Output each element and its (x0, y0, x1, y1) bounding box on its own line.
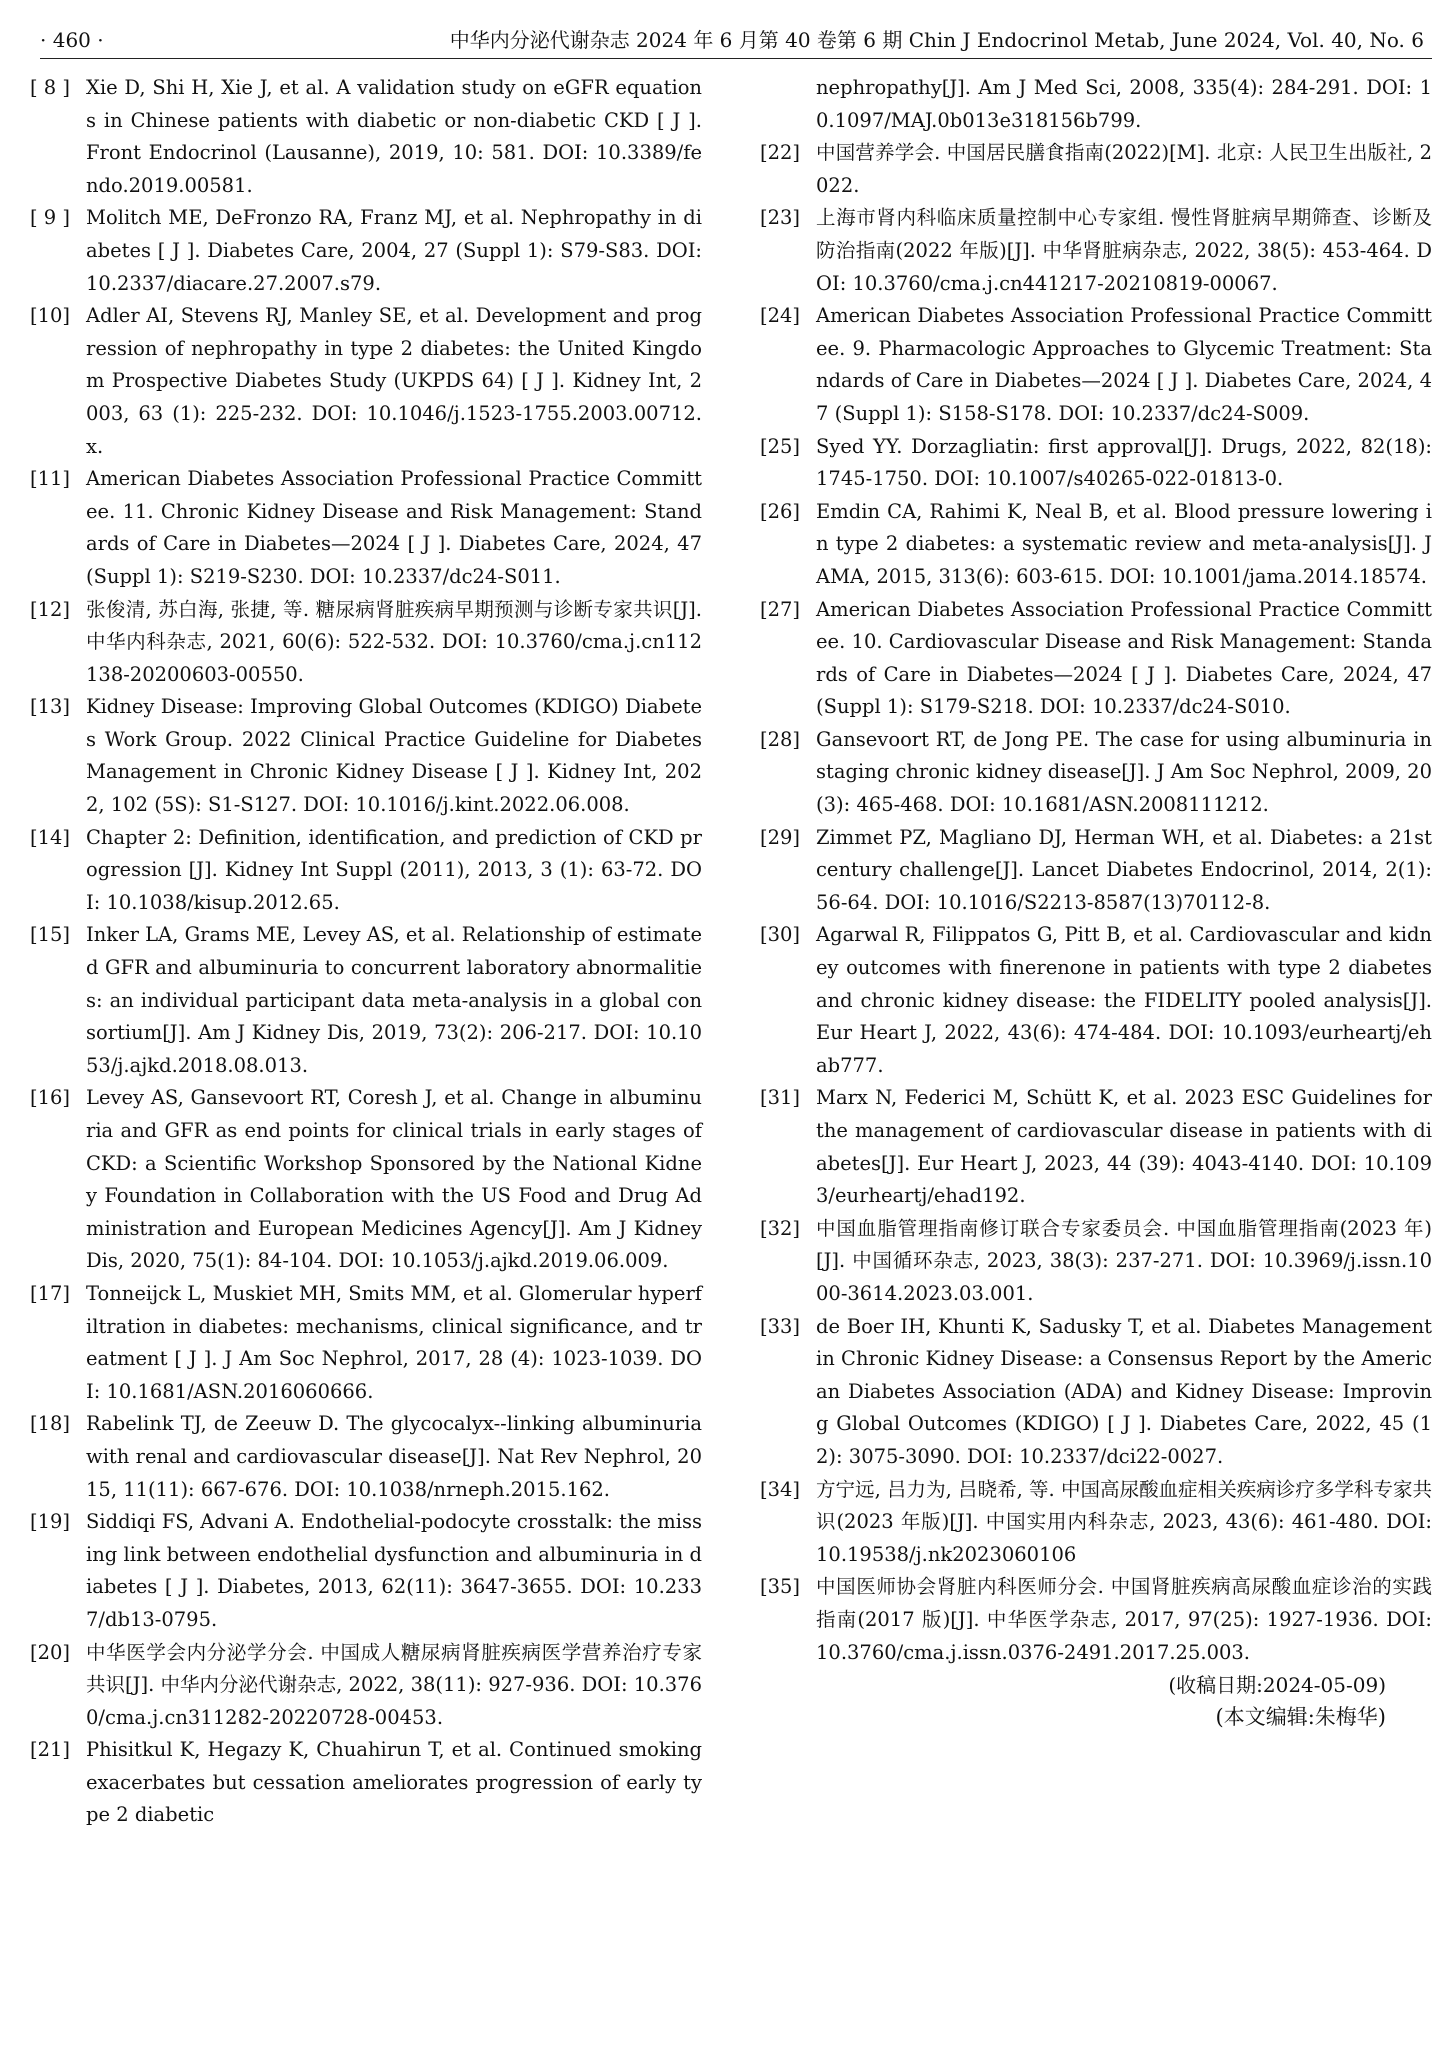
reference-entry (760, 1311, 1432, 1474)
reference-entry (30, 300, 702, 463)
reference-number: [26] (760, 499, 801, 523)
reference-entry (30, 691, 702, 821)
reference-entry (760, 202, 1432, 300)
reference-text: American Diabetes Association Professional Practice Committee. 11. Chronic Kidney Disease and Risk Management: Standards of Care in Diabetes—2024 [ J ]. Diabetes Care, 2024, 47 (Suppl 1): S219-S230. DOI: 10.2337/dc24-S011. (86, 467, 702, 588)
reference-number: [31] (760, 1086, 801, 1110)
reference-number: [30] (760, 923, 801, 947)
received-date: (收稿日期:2024-05-09) (1168, 1673, 1386, 1698)
reference-entry (30, 919, 702, 1082)
reference-number: [27] (760, 597, 801, 621)
reference-number: [16] (30, 1086, 71, 1110)
reference-text: Adler AI, Stevens RJ, Manley SE, et al. Development and progression of nephropathy in type 2 diabetes: the United Kingdom Prospective Diabetes Study (UKPDS 64) [ J ]. Kidney Int, 2003, 63 (1): 225-232. DOI: 10.1046/j.1523-1755.2003.00712.x. (86, 304, 702, 458)
reference-entry (760, 300, 1432, 430)
reference-text: 中华医学会内分泌学分会. 中国成人糖尿病肾脏疾病医学营养治疗专家共识[J]. 中华内分泌代谢杂志, 2022, 38(11): 927-936. DOI: 10.3760/cma.j.cn311282-20220728-00453. (86, 1640, 702, 1729)
reference-entry (30, 202, 702, 300)
reference-entry (30, 594, 702, 692)
reference-entry (30, 1637, 702, 1735)
reference-text: Marx N, Federici M, Schütt K, et al. 2023 ESC Guidelines for the management of cardiovascular disease in patients with diabetes[J]. Eur Heart J, 2023, 44 (39): 4043-4140. DOI: 10.1093/eurheartj/ehad192. (816, 1086, 1432, 1208)
reference-number: [35] (760, 1575, 801, 1599)
reference-text: Gansevoort RT, de Jong PE. The case for using albuminuria in staging chronic kidney disease[J]. J Am Soc Nephrol, 2009, 20(3): 465-468. DOI: 10.1681/ASN.2008111212. (816, 727, 1432, 817)
reference-number: [12] (30, 597, 71, 621)
reference-text: 中国血脂管理指南修订联合专家委员会. 中国血脂管理指南(2023 年)[J]. 中国循环杂志, 2023, 38(3): 237-271. DOI: 10.3969/j.issn.1000-3614.2023.03.001. (816, 1216, 1432, 1305)
reference-number: [32] (760, 1216, 801, 1240)
reference-entry (760, 822, 1432, 920)
reference-text: nephropathy[J]. Am J Med Sci, 2008, 335(4): 284-291. DOI: 10.1097/MAJ.0b013e318156b799. (816, 76, 1432, 132)
reference-text: American Diabetes Association Professional Practice Committee. 9. Pharmacologic Approaches to Glycemic Treatment: Standards of Care in Diabetes—2024 [ J ]. Diabetes Care, 2024, 47 (Suppl 1): S158-S178. DOI: 10.2337/dc24-S009. (816, 304, 1432, 425)
reference-number: [22] (760, 141, 801, 165)
reference-text: 方宁远, 吕力为, 吕晓希, 等. 中国高尿酸血症相关疾病诊疗多学科专家共识(2023 年版)[J]. 中国实用内科杂志, 2023, 43(6): 461-480. DOI: 10.19538/j.nk2023060106 (816, 1477, 1432, 1566)
reference-text: 中国营养学会. 中国居民膳食指南(2022)[M]. 北京: 人民卫生出版社, 2022. (816, 141, 1432, 197)
reference-text: Zimmet PZ, Magliano DJ, Herman WH, et al. Diabetes: a 21st century challenge[J]. Lancet Diabetes Endocrinol, 2014, 2(1): 56-64. DOI: 10.1016/S2213-8587(13)70112-8. (816, 825, 1432, 914)
page-number: · 460 · (40, 28, 104, 52)
reference-entry (30, 822, 702, 920)
reference-number: [28] (760, 727, 801, 751)
reference-entry (30, 1408, 702, 1506)
reference-number: [10] (30, 304, 71, 328)
reference-text: Syed YY. Dorzagliatin: first approval[J]. Drugs, 2022, 82(18): 1745-1750. DOI: 10.1007/s40265-022-01813-0. (816, 434, 1432, 491)
reference-entry (30, 1506, 702, 1636)
reference-entry (760, 1571, 1432, 1669)
reference-text: Kidney Disease: Improving Global Outcomes (KDIGO) Diabetes Work Group. 2022 Clinical Practice Guideline for Diabetes Management in Chronic Kidney Disease [ J ]. Kidney Int, 2022, 102 (5S): S1-S127. DOI: 10.1016/j.kint.2022.06.008. (86, 695, 702, 817)
reference-text: Levey AS, Gansevoort RT, Coresh J, et al. Change in albuminuria and GFR as end points for clinical trials in early stages of CKD: a Scientific Workshop Sponsored by the National Kidney Foundation in Collaboration with the US Food and Drug Administration and European Medicines Agency[J]. Am J Kidney Dis, 2020, 75(1): 84-104. DOI: 10.1053/j.ajkd.2019.06.009. (86, 1086, 702, 1273)
reference-number: [ 9 ] (30, 206, 71, 230)
reference-entry (760, 496, 1432, 594)
reference-text: American Diabetes Association Professional Practice Committee. 10. Cardiovascular Disease and Risk Management: Standards of Care in Diabetes—2024 [ J ]. Diabetes Care, 2024, 47 (Suppl 1): S179-S218. DOI: 10.2337/dc24-S010. (816, 597, 1432, 719)
reference-number: [17] (30, 1281, 71, 1305)
reference-text: Molitch ME, DeFronzo RA, Franz MJ, et al. Nephropathy in diabetes [ J ]. Diabetes Care, 2004, 27 (Suppl 1): S79-S83. DOI: 10.2337/diacare.27.2007.s79. (86, 206, 702, 295)
editor-note: (本文编辑:朱梅华) (1215, 1705, 1386, 1730)
reference-entry (760, 1082, 1432, 1212)
reference-text: 中国医师协会肾脏内科医师分会. 中国肾脏疾病高尿酸血症诊治的实践指南(2017 版)[J]. 中华医学杂志, 2017, 97(25): 1927-1936. DOI: 10.3760/cma.j.issn.0376-2491.2017.25.003. (816, 1575, 1432, 1664)
reference-number: [33] (760, 1314, 801, 1338)
reference-entry (760, 72, 1432, 137)
reference-text: 张俊清, 苏白海, 张捷, 等. 糖尿病肾脏疾病早期预测与诊断专家共识[J]. 中华内科杂志, 2021, 60(6): 522-532. DOI: 10.3760/cma.j.cn112138-20200603-00550. (86, 597, 702, 686)
reference-number: [15] (30, 923, 71, 947)
reference-entry (30, 72, 702, 202)
reference-entry (760, 594, 1432, 724)
right-column (760, 72, 1432, 1733)
reference-entry (760, 724, 1432, 822)
reference-entry (30, 463, 702, 593)
reference-number: [13] (30, 695, 71, 719)
reference-entry (30, 1278, 702, 1408)
reference-number: [18] (30, 1412, 71, 1436)
reference-entry (760, 919, 1432, 1082)
reference-text: Chapter 2: Definition, identification, and prediction of CKD progression [J]. Kidney Int Suppl (2011), 2013, 3 (1): 63-72. DOI: 10.1038/kisup.2012.65. (86, 825, 702, 914)
reference-entry (30, 1082, 702, 1278)
reference-number: [34] (760, 1477, 801, 1501)
reference-text: Tonneijck L, Muskiet MH, Smits MM, et al. Glomerular hyperfiltration in diabetes: mechanisms, clinical significance, and treatment [ J ]. J Am Soc Nephrol, 2017, 28 (4): 1023-1039. DOI: 10.1681/ASN.2016060666. (86, 1281, 702, 1403)
reference-number: [14] (30, 825, 71, 849)
reference-number: [19] (30, 1510, 71, 1534)
reference-text: de Boer IH, Khunti K, Sadusky T, et al. Diabetes Management in Chronic Kidney Disease: a Consensus Report by the American Diabetes Association (ADA) and Kidney Disease: Improving Global Outcomes (KDIGO) [ J ]. Diabetes Care, 2022, 45 (12): 3075-3090. DOI: 10.2337/dci22-0027. (816, 1314, 1432, 1468)
reference-entry (30, 1734, 702, 1832)
reference-number: [24] (760, 304, 801, 328)
reference-number: [21] (30, 1738, 71, 1762)
reference-number: [23] (760, 206, 801, 230)
reference-number: [11] (30, 467, 71, 491)
reference-number: [29] (760, 825, 801, 849)
reference-number: [25] (760, 434, 801, 458)
reference-text: Rabelink TJ, de Zeeuw D. The glycocalyx--linking albuminuria with renal and cardiovascular disease[J]. Nat Rev Nephrol, 2015, 11(11): 667-676. DOI: 10.1038/nrneph.2015.162. (86, 1412, 702, 1501)
reference-text: Emdin CA, Rahimi K, Neal B, et al. Blood pressure lowering in type 2 diabetes: a systematic review and meta-analysis[J]. JAMA, 2015, 313(6): 603-615. DOI: 10.1001/jama.2014.18574. (816, 499, 1432, 588)
reference-text: Phisitkul K, Hegazy K, Chuahirun T, et al. Continued smoking exacerbates but cessation ameliorates progression of early type 2 diabetic (86, 1738, 702, 1827)
reference-entry (760, 1213, 1432, 1311)
reference-entry (760, 431, 1432, 496)
reference-entry (760, 1474, 1432, 1572)
article-footer (760, 1669, 1432, 1733)
running-header (40, 22, 1432, 59)
reference-text: Xie D, Shi H, Xie J, et al. A validation study on eGFR equations in Chinese patients with diabetic or non-diabetic CKD [ J ]. Front Endocrinol (Lausanne), 2019, 10: 581. DOI: 10.3389/fendo.2019.00581. (86, 76, 702, 197)
reference-text: Inker LA, Grams ME, Levey AS, et al. Relationship of estimated GFR and albuminuria to concurrent laboratory abnormalities: an individual participant data meta-analysis in a global consortium[J]. Am J Kidney Dis, 2019, 73(2): 206-217. DOI: 10.1053/j.ajkd.2018.08.013. (86, 923, 702, 1077)
left-column (30, 72, 702, 1832)
reference-text: Siddiqi FS, Advani A. Endothelial-podocyte crosstalk: the missing link between endothelial dysfunction and albuminuria in diabetes [ J ]. Diabetes, 2013, 62(11): 3647-3655. DOI: 10.2337/db13-0795. (86, 1510, 702, 1631)
reference-entry (760, 137, 1432, 202)
reference-number: [ 8 ] (30, 76, 71, 99)
reference-number: [20] (30, 1640, 71, 1664)
reference-text: Agarwal R, Filippatos G, Pitt B, et al. Cardiovascular and kidney outcomes with finerenone in patients with type 2 diabetes and chronic kidney disease: the FIDELITY pooled analysis[J]. Eur Heart J, 2022, 43(6): 474-484. DOI: 10.1093/eurheartj/ehab777. (816, 923, 1432, 1077)
reference-text: 上海市肾内科临床质量控制中心专家组. 慢性肾脏病早期筛查、诊断及防治指南(2022 年版)[J]. 中华肾脏病杂志, 2022, 38(5): 453-464. DOI: 10.3760/cma.j.cn441217-20210819-00067. (816, 206, 1432, 295)
journal-citation: 中华内分泌代谢杂志 2024 年 6 月第 40 卷第 6 期 Chin J Endocrinol Metab, June 2024, Vol. 40, No. 6 (449, 28, 1424, 52)
